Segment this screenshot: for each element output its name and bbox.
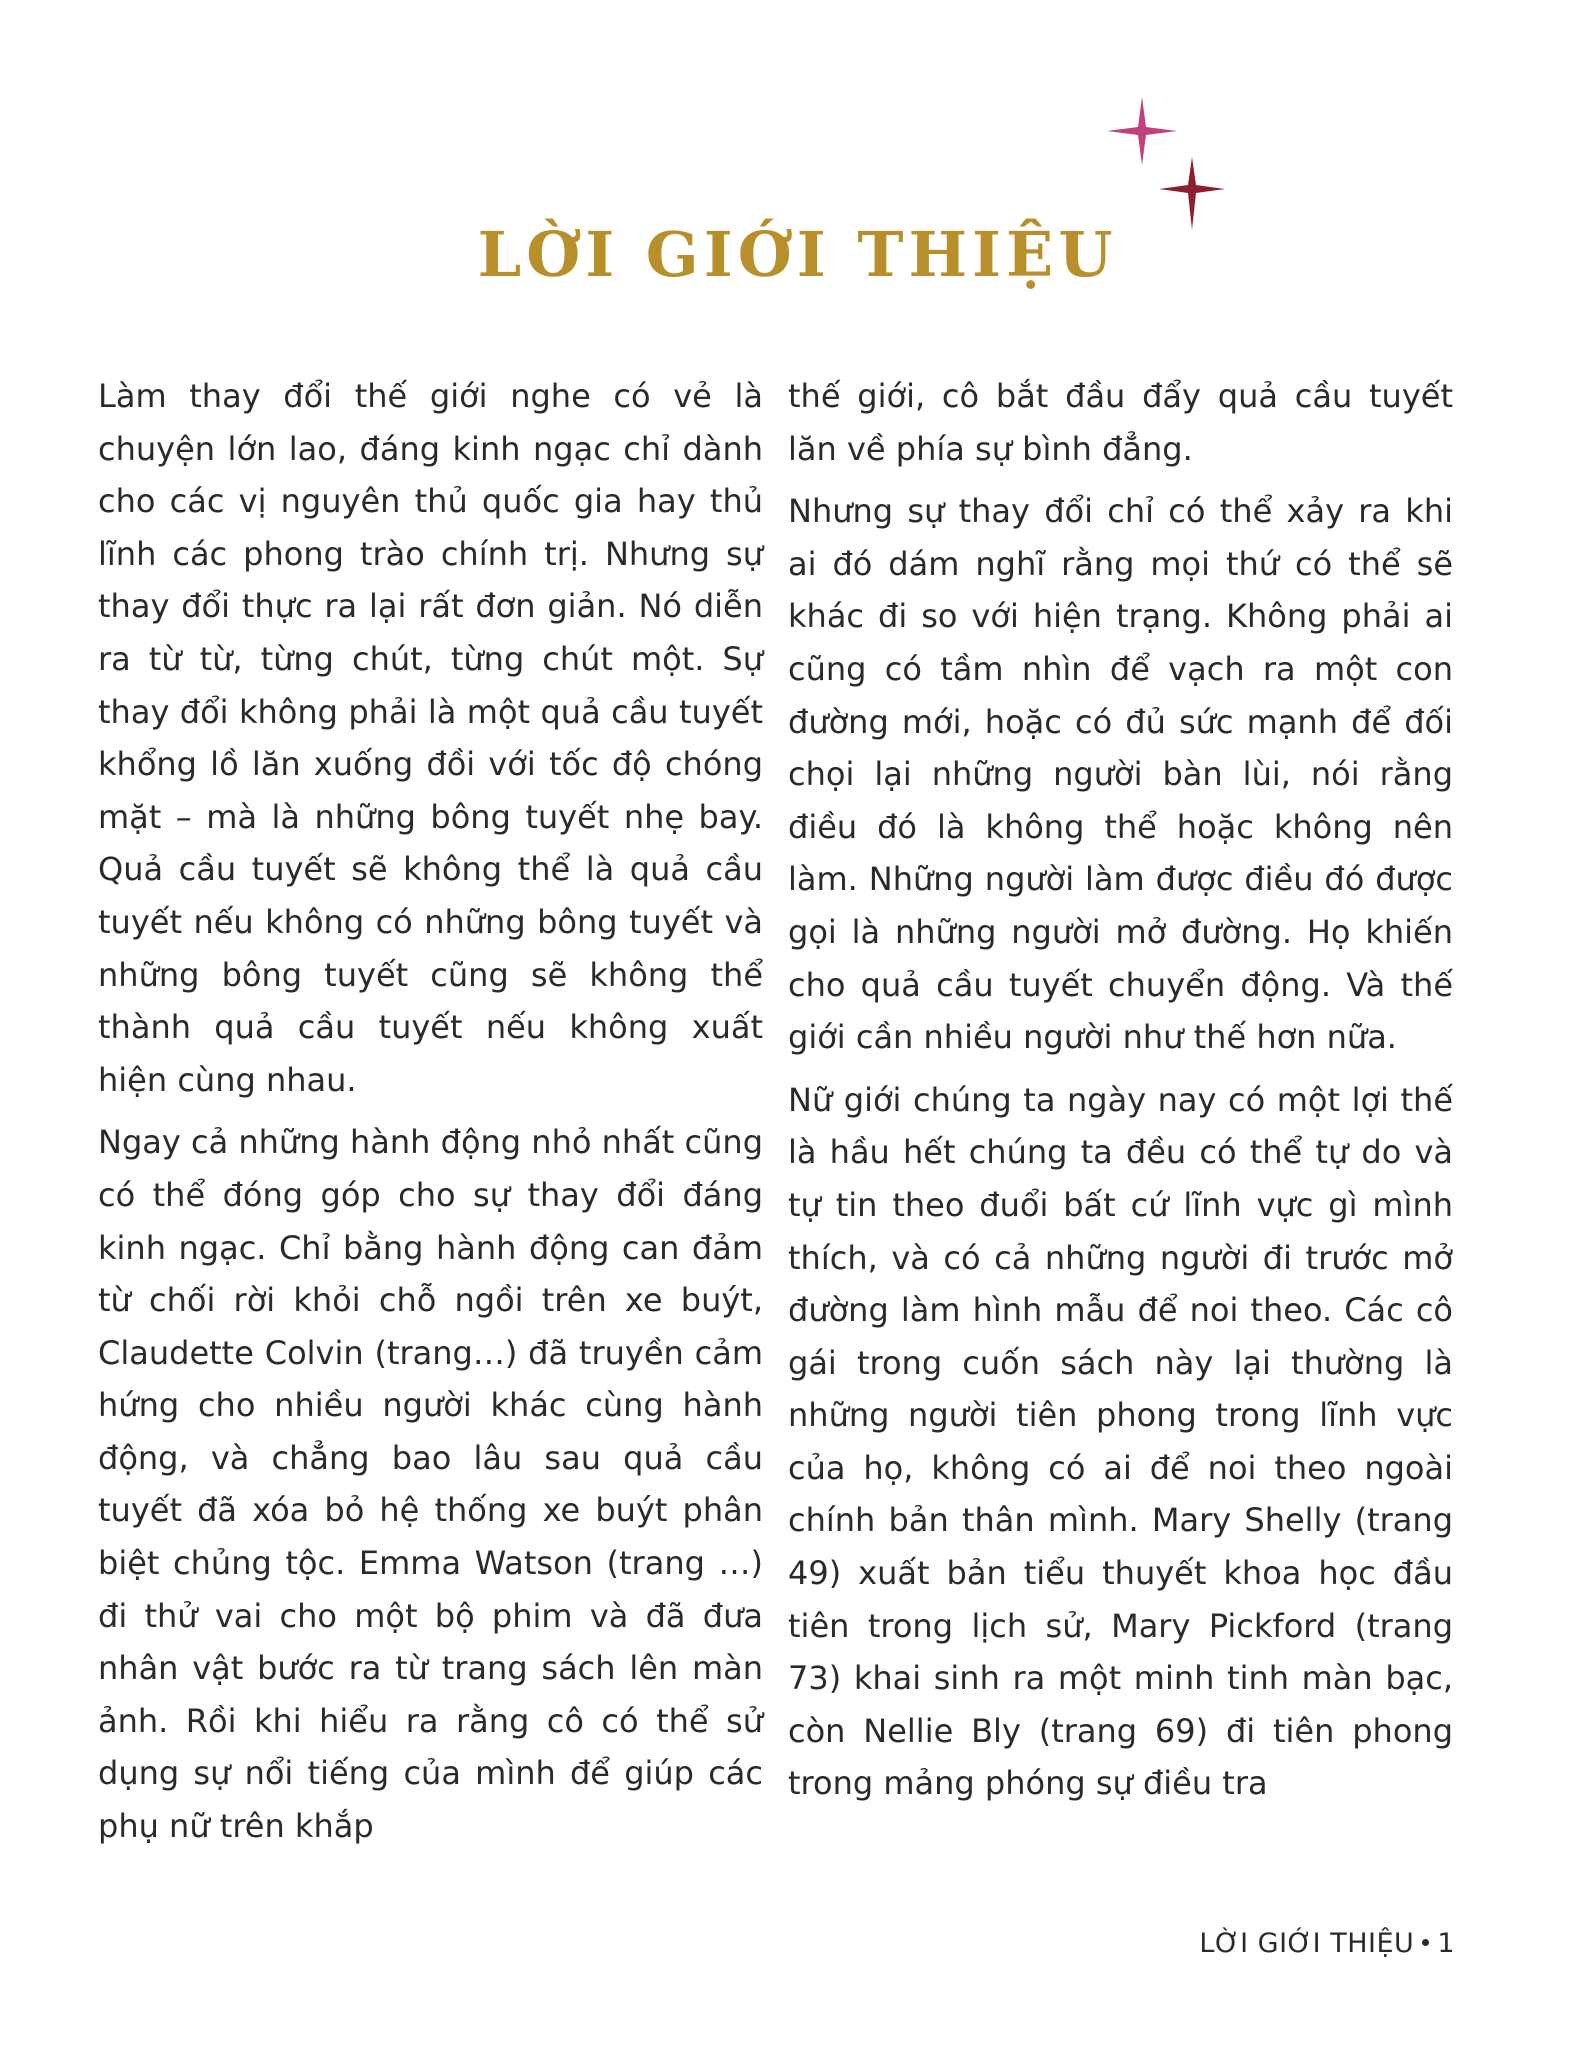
paragraph: Nhưng sự thay đổi chỉ có thể xảy ra khi ai đó dám nghĩ rằng mọi thứ có thể sẽ khác đi so với hiện trạng. Không phải ai cũng có tầm nhìn để vạch ra một con đường mới, hoặc có đủ sức mạnh để đối chọi lại những người bàn lùi, nói rằng điều đó là không thể hoặc không nên làm. Những người làm được điều đó được gọi là những người mở đường. Họ khiến cho quả cầu tuyết chuyển động. Và thế giới cần nhiều người như thế hơn nữa.	[788, 492, 1453, 1057]
right-column	[788, 370, 1453, 1820]
left-column	[98, 370, 763, 1863]
paragraph: thế giới, cô bắt đầu đẩy quả cầu tuyết lăn về phía sự bình đẳng.	[788, 377, 1453, 468]
page-number: 1	[1437, 1928, 1455, 1959]
paragraph: Làm thay đổi thế giới nghe có vẻ là chuyện lớn lao, đáng kinh ngạc chỉ dành cho các vị nguyên thủ quốc gia hay thủ lĩnh các phong trào chính trị. Nhưng sự thay đổi thực ra lại rất đơn giản. Nó diễn ra từ từ, từng chút, từng chút một. Sự thay đổi không phải là một quả cầu tuyết khổng lồ lăn xuống đồi với tốc độ chóng mặt – mà là những bông tuyết nhẹ bay. Quả cầu tuyết sẽ không thể là quả cầu tuyết nếu không có những bông tuyết và những bông tuyết cũng sẽ không thể thành quả cầu tuyết nếu không xuất hiện cùng nhau.	[98, 377, 763, 1099]
paragraph: Nữ giới chúng ta ngày nay có một lợi thế là hầu hết chúng ta đều có thể tự do và tự tin theo đuổi bất cứ lĩnh vực gì mình thích, và có cả những người đi trước mở đường làm hình mẫu để noi theo. Các cô gái trong cuốn sách này lại thường là những người tiên phong trong lĩnh vực của họ, không có ai để noi theo ngoài chính bản thân mình. Mary Shelly (trang 49) xuất bản tiểu thuyết khoa học đầu tiên trong lịch sử, Mary Pickford (trang 73) khai sinh ra một minh tinh màn bạc, còn Nellie Bly (trang 69) đi tiên phong trong mảng phóng sự điều tra	[788, 1080, 1453, 1803]
page-footer	[1199, 1928, 1455, 1959]
sparkle-icon	[1107, 97, 1177, 165]
paragraph: Ngay cả những hành động nhỏ nhất cũng có thể đóng góp cho sự thay đổi đáng kinh ngạc. Chỉ bằng hành động can đảm từ chối rời khỏi chỗ ngồi trên xe buýt, Claudette Colvin (trang…) đã truyền cảm hứng cho nhiều người khác cùng hành động, và chẳng bao lâu sau quả cầu tuyết đã xóa bỏ hệ thống xe buýt phân biệt chủng tộc. Emma Watson (trang …) đi thử vai cho một bộ phim và đã đưa nhân vật bước ra từ trang sách lên màn ảnh. Rồi khi hiểu ra rằng cô có thể sử dụng sự nổi tiếng của mình để giúp các phụ nữ trên khắp	[98, 1123, 763, 1846]
bullet-dot-icon	[1422, 1939, 1429, 1946]
footer-label: LỜI GIỚI THIỆU	[1199, 1928, 1415, 1959]
page-title: LỜI GIỚI THIỆU	[477, 218, 1118, 291]
